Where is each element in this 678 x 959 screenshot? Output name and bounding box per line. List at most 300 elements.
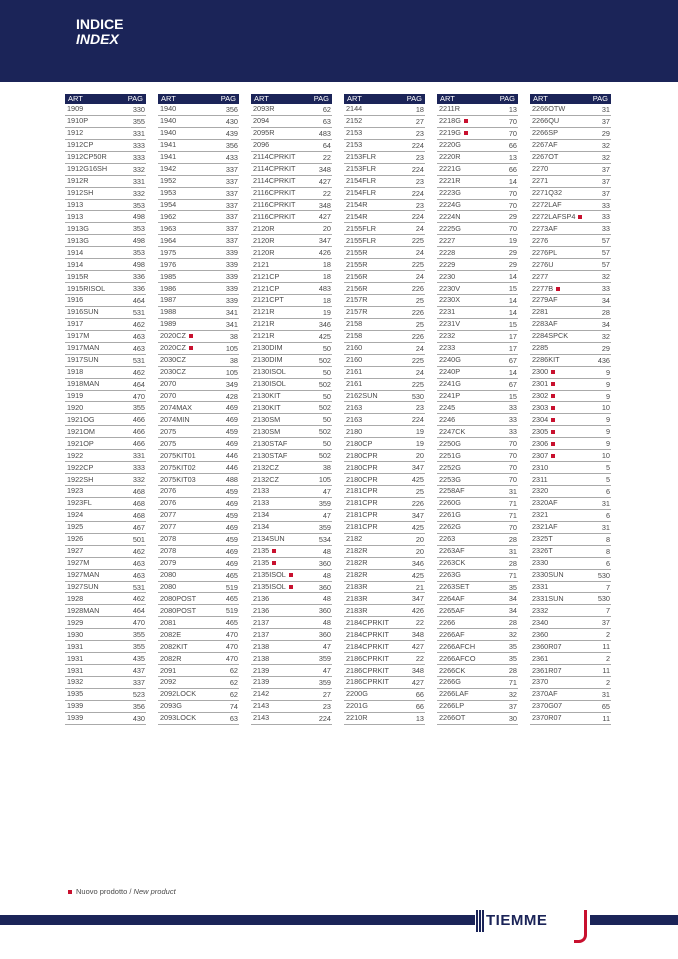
article-code: 2077 <box>160 510 177 520</box>
page-number: 29 <box>508 260 517 270</box>
article-code: 2305 <box>532 426 549 436</box>
page-number: 32 <box>601 140 610 150</box>
index-row <box>251 343 332 355</box>
article-code: 2120R <box>253 223 275 233</box>
index-row <box>437 414 518 426</box>
article-code: 2092LOCK <box>160 689 197 699</box>
index-row <box>344 367 425 379</box>
article-code: 2080 <box>160 581 177 591</box>
page-number: 57 <box>601 248 610 258</box>
index-row <box>158 367 239 379</box>
index-row <box>530 343 611 355</box>
index-row <box>158 379 239 391</box>
page-number: 498 <box>132 212 145 222</box>
article-code: 2267OT <box>532 152 559 162</box>
index-row <box>251 534 332 546</box>
article-code: 1940 <box>160 104 177 114</box>
article-code: 2360R07 <box>532 641 562 651</box>
article-code: 2121CPT <box>253 295 284 305</box>
page-number: 33 <box>601 224 610 234</box>
article-code: 2114CPRKIT <box>253 164 296 174</box>
article-code: 1912CP50R <box>67 152 107 162</box>
index-row <box>344 641 425 653</box>
page-number: 469 <box>225 403 238 413</box>
article-code: 2180 <box>346 426 363 436</box>
article-code: 2133 <box>253 486 270 496</box>
index-row <box>530 259 611 271</box>
index-row <box>251 689 332 701</box>
article-code: 2095R <box>253 128 275 138</box>
index-row <box>158 498 239 510</box>
header-pag: PAG <box>313 94 329 103</box>
article-code: 2132CZ <box>253 474 279 484</box>
page-number: 48 <box>322 570 331 580</box>
page-number: 465 <box>225 618 238 628</box>
page-number: 64 <box>322 140 331 150</box>
page-number: 34 <box>508 606 517 616</box>
article-code: 2121CP <box>253 283 280 293</box>
index-row <box>437 426 518 438</box>
title-italian: INDICE <box>76 16 124 32</box>
index-row <box>65 689 146 701</box>
index-row <box>437 247 518 259</box>
article-code: 1975 <box>160 247 177 257</box>
article-code: 2284SPCK <box>532 331 569 341</box>
index-row <box>251 546 332 558</box>
page-number: 356 <box>225 105 238 114</box>
page-number: 74 <box>229 701 238 711</box>
article-code: 2261G <box>439 510 461 520</box>
article-code: 1941 <box>160 152 177 162</box>
index-row <box>344 402 425 414</box>
page-number: 47 <box>322 666 331 676</box>
page-number: 339 <box>225 272 238 282</box>
article-code: 2360 <box>532 629 549 639</box>
article-code: 2263 <box>439 534 456 544</box>
index-row <box>437 641 518 653</box>
index-row <box>65 629 146 641</box>
article-code: 2130ISOL <box>253 379 286 389</box>
article-code: 2182R <box>346 570 368 580</box>
article-code: 2265AF <box>439 605 465 615</box>
article-code: 2163 <box>346 414 363 424</box>
header-art: ART <box>533 94 548 103</box>
page-number: 463 <box>132 343 145 353</box>
page-number: 531 <box>132 355 145 365</box>
index-row <box>437 367 518 379</box>
article-code: 2182 <box>346 534 363 544</box>
article-code: 2272LAF <box>532 199 562 209</box>
page-number: 32 <box>601 272 610 282</box>
index-row <box>437 689 518 701</box>
index-row <box>251 128 332 140</box>
page-number: 534 <box>318 534 331 544</box>
article-code: 2030CZ <box>160 367 186 377</box>
index-row <box>530 582 611 594</box>
article-code: 1918MAN <box>67 379 100 389</box>
index-row <box>251 713 332 725</box>
index-row <box>437 713 518 725</box>
page-number: 470 <box>225 642 238 652</box>
article-code: 2266G <box>439 677 461 687</box>
article-code: 2277B <box>532 283 554 293</box>
index-row <box>344 438 425 450</box>
page-number: 47 <box>322 510 331 520</box>
article-code: 2321 <box>532 510 549 520</box>
article-code: 2220G <box>439 140 461 150</box>
article-code: 1928MAN <box>67 605 100 615</box>
article-code: 2116CPRKIT <box>253 211 296 221</box>
index-row <box>158 450 239 462</box>
article-code: 2331 <box>532 581 549 591</box>
page-number: 30 <box>508 713 517 723</box>
index-row <box>65 367 146 379</box>
page-number: 470 <box>132 618 145 628</box>
index-row <box>437 104 518 116</box>
article-code: 2116CPRKIT <box>253 199 296 209</box>
article-code: 2139 <box>253 677 270 687</box>
article-code: 1917MAN <box>67 343 100 353</box>
index-column <box>344 94 425 725</box>
page-number: 57 <box>601 260 610 270</box>
index-row <box>530 414 611 426</box>
index-row <box>530 665 611 677</box>
article-code: 2154R <box>346 211 368 221</box>
index-row <box>251 367 332 379</box>
article-code: 1912CP <box>67 140 94 150</box>
article-code: 2184CPRKIT <box>346 641 389 651</box>
article-code: 1919 <box>67 390 84 400</box>
page-number: 66 <box>415 689 424 699</box>
article-code: 2070 <box>160 390 177 400</box>
article-code: 2181CPR <box>346 510 378 520</box>
page-number: 226 <box>411 498 424 508</box>
article-code: 2227 <box>439 235 456 245</box>
page-number: 18 <box>322 272 331 282</box>
page-number: 337 <box>225 224 238 234</box>
page-number: 469 <box>225 558 238 568</box>
index-row <box>344 188 425 200</box>
article-code: 2263AF <box>439 546 465 556</box>
page-number: 462 <box>132 594 145 604</box>
index-row <box>530 558 611 570</box>
index-row <box>437 259 518 271</box>
index-row <box>158 438 239 450</box>
article-code: 2130SM <box>253 414 281 424</box>
index-column <box>65 94 146 725</box>
footer-bar-right <box>590 915 678 925</box>
index-row <box>437 605 518 617</box>
page-number: 24 <box>415 224 424 234</box>
index-row <box>251 176 332 188</box>
index-row <box>65 104 146 116</box>
index-row <box>344 593 425 605</box>
header-pag: PAG <box>406 94 422 103</box>
article-code: 2075KIT02 <box>160 462 196 472</box>
article-code: 2228 <box>439 247 456 257</box>
article-code: 2157R <box>346 307 368 317</box>
article-code: 2184CPRKIT <box>346 629 389 639</box>
page-number: 14 <box>508 307 517 317</box>
header-pag: PAG <box>220 94 236 103</box>
page-number: 18 <box>322 296 331 305</box>
article-code: 2092 <box>160 677 177 687</box>
page-number: 24 <box>415 343 424 353</box>
new-product-marker-icon <box>551 394 555 398</box>
article-code: 2276PL <box>532 247 558 257</box>
article-code: 1917M <box>67 331 90 341</box>
page-number: 14 <box>508 296 517 305</box>
page-number: 355 <box>132 630 145 640</box>
index-row <box>437 176 518 188</box>
page-number: 34 <box>508 594 517 604</box>
index-row <box>437 211 518 223</box>
article-code: 2266AFCH <box>439 641 476 651</box>
page-number: 6 <box>605 487 610 496</box>
page-number: 2 <box>605 630 610 640</box>
article-code: 2182R <box>346 546 368 556</box>
page-number: 483 <box>318 284 331 294</box>
page-number: 464 <box>132 296 145 305</box>
index-row <box>437 534 518 546</box>
page-number: 339 <box>225 248 238 258</box>
index-row <box>344 570 425 582</box>
article-code: 2076 <box>160 486 177 496</box>
article-code: 2361R07 <box>532 665 562 675</box>
article-code: 2114CPRKIT <box>253 176 296 186</box>
page-number: 35 <box>508 642 517 652</box>
index-row <box>158 319 239 331</box>
article-code: 2136 <box>253 605 270 615</box>
page-number: 469 <box>225 498 238 508</box>
index-row <box>344 462 425 474</box>
article-code: 2078 <box>160 546 177 556</box>
index-row <box>344 259 425 271</box>
header-art: ART <box>68 94 83 103</box>
index-row <box>530 176 611 188</box>
page-number: 360 <box>318 630 331 640</box>
index-row <box>344 510 425 522</box>
page-number: 356 <box>132 701 145 711</box>
page-number: 428 <box>225 391 238 401</box>
header-art: ART <box>254 94 269 103</box>
page-number: 11 <box>602 642 610 652</box>
new-product-marker-icon <box>272 549 276 553</box>
page-number: 35 <box>508 654 517 664</box>
page-number: 433 <box>225 152 238 162</box>
article-code: 1926 <box>67 534 84 544</box>
index-row <box>65 570 146 582</box>
article-code: 1962 <box>160 211 177 221</box>
index-row <box>65 582 146 594</box>
index-row <box>158 486 239 498</box>
index-row <box>344 343 425 355</box>
index-row <box>65 343 146 355</box>
index-row <box>344 486 425 498</box>
page-number: 360 <box>318 582 331 592</box>
index-row <box>437 665 518 677</box>
article-code: 2310 <box>532 462 549 472</box>
index-row <box>344 211 425 223</box>
index-row <box>251 104 332 116</box>
index-row <box>251 593 332 605</box>
article-code: 1927 <box>67 546 84 556</box>
article-code: 2231 <box>439 307 456 317</box>
page-number: 21 <box>415 582 424 592</box>
index-row <box>344 200 425 212</box>
index-row <box>251 259 332 271</box>
index-row <box>65 617 146 629</box>
index-row <box>65 498 146 510</box>
index-row <box>158 605 239 617</box>
article-code: 2130DIM <box>253 355 283 365</box>
page-number: 71 <box>508 570 517 580</box>
index-row <box>251 414 332 426</box>
page-number: 9 <box>605 439 610 449</box>
article-code: 2252G <box>439 462 461 472</box>
page-number: 225 <box>411 379 424 389</box>
article-code: 2320AF <box>532 498 558 508</box>
article-code: 1915RISOL <box>67 283 106 293</box>
page-number: 29 <box>601 343 610 353</box>
article-code: 2121R <box>253 319 275 329</box>
article-code: 2276U <box>532 259 554 269</box>
page-number: 38 <box>322 463 331 473</box>
index-row <box>65 605 146 617</box>
page-number: 19 <box>415 427 424 437</box>
article-code: 2154FLR <box>346 188 377 198</box>
page-number: 32 <box>508 630 517 640</box>
index-row <box>344 689 425 701</box>
article-code: 2130DIM <box>253 343 283 353</box>
article-code: 2224N <box>439 211 461 221</box>
index-row <box>437 462 518 474</box>
new-product-marker-icon <box>556 287 560 291</box>
page-number: 8 <box>605 546 610 556</box>
page-number: 332 <box>132 188 145 198</box>
index-row <box>530 438 611 450</box>
article-code: 2121 <box>253 259 270 269</box>
index-row <box>530 641 611 653</box>
article-code: 2120R <box>253 247 275 257</box>
page-number: 502 <box>318 403 331 413</box>
page-number: 359 <box>318 654 331 664</box>
page-number: 29 <box>601 128 610 138</box>
page-number: 9 <box>605 415 610 425</box>
index-row <box>437 307 518 319</box>
page-number: 25 <box>415 296 424 305</box>
article-code: 1953 <box>160 188 177 198</box>
article-code: 1942 <box>160 164 177 174</box>
article-code: 2077 <box>160 522 177 532</box>
article-code: 1927MAN <box>67 570 100 580</box>
page-number: 14 <box>508 367 517 377</box>
page-number: 32 <box>601 152 610 162</box>
page-number: 5 <box>605 475 610 485</box>
article-code: 2332 <box>532 605 549 615</box>
page-number: 23 <box>415 403 424 413</box>
index-row <box>530 462 611 474</box>
article-code: 2114CPRKIT <box>253 152 296 162</box>
index-row <box>158 283 239 295</box>
article-code: 2181CPR <box>346 498 378 508</box>
index-row <box>65 140 146 152</box>
article-code: 1941 <box>160 140 177 150</box>
article-code: 1940 <box>160 116 177 126</box>
page-number: 37 <box>601 176 610 186</box>
article-code: 2219G <box>439 128 461 138</box>
article-code: 2266SP <box>532 128 558 138</box>
index-row <box>344 546 425 558</box>
index-row <box>65 271 146 283</box>
article-code: 2120R <box>253 235 275 245</box>
new-product-marker-icon <box>464 119 468 123</box>
new-product-marker-icon <box>272 561 276 565</box>
article-code: 1914 <box>67 247 84 257</box>
page-number: 50 <box>322 415 331 425</box>
index-row <box>65 701 146 713</box>
page-number: 337 <box>225 236 238 246</box>
index-row <box>344 474 425 486</box>
page-number: 337 <box>225 164 238 174</box>
page-number: 20 <box>322 224 331 234</box>
article-code: 2230 <box>439 271 456 281</box>
page-number: 337 <box>225 200 238 210</box>
page-number: 462 <box>132 546 145 556</box>
page-number: 37 <box>508 701 517 711</box>
page-number: 31 <box>508 546 517 556</box>
index-row <box>65 331 146 343</box>
article-code: 2144 <box>346 104 363 114</box>
page-number: 28 <box>508 666 517 676</box>
page-number: 353 <box>132 224 145 234</box>
page-number: 48 <box>322 618 331 628</box>
index-row <box>251 271 332 283</box>
article-code: 2370G07 <box>532 701 563 711</box>
logo-accent-icon <box>574 910 587 943</box>
index-row <box>344 355 425 367</box>
article-code: 2180CP <box>346 438 373 448</box>
page-number: 333 <box>132 152 145 162</box>
page-number: 5 <box>605 463 610 473</box>
index-row <box>158 247 239 259</box>
page-number: 468 <box>132 510 145 520</box>
article-code: 1940 <box>160 128 177 138</box>
page-number: 466 <box>132 415 145 425</box>
index-row <box>251 319 332 331</box>
index-row <box>158 343 239 355</box>
article-code: 2121CP <box>253 271 280 281</box>
page-number: 2 <box>605 654 610 664</box>
page-number: 468 <box>132 498 145 508</box>
article-code: 2134 <box>253 522 270 532</box>
page-number: 38 <box>229 331 238 341</box>
index-row <box>344 271 425 283</box>
page-number: 353 <box>132 248 145 258</box>
index-row <box>158 641 239 653</box>
index-row <box>530 200 611 212</box>
index-row <box>158 176 239 188</box>
page-number: 337 <box>225 176 238 186</box>
page-number: 19 <box>508 236 517 246</box>
index-row <box>251 247 332 259</box>
article-code: 1930 <box>67 629 84 639</box>
page-number: 70 <box>508 116 517 126</box>
index-row <box>65 474 146 486</box>
article-code: 2272LAFSP4 <box>532 211 576 221</box>
page-number: 502 <box>318 451 331 461</box>
index-row <box>251 283 332 295</box>
